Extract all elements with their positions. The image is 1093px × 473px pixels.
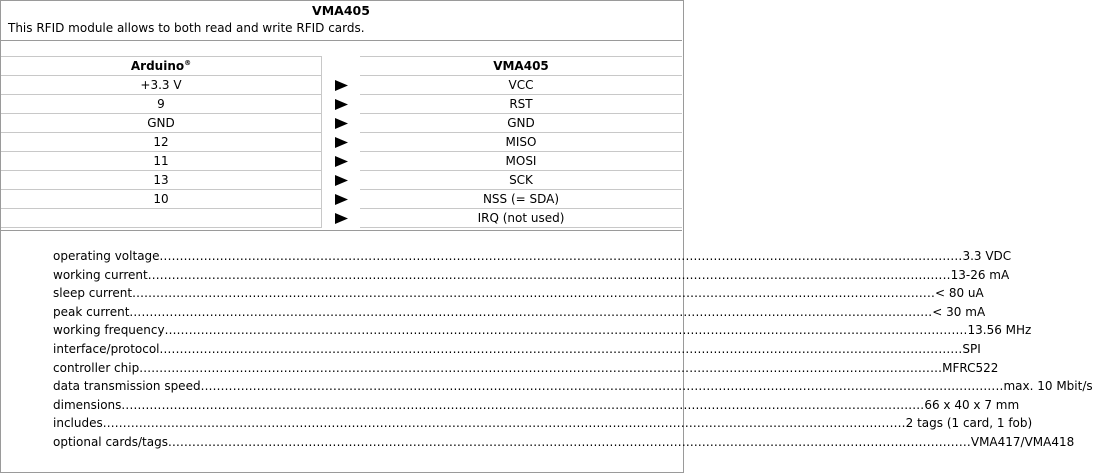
arduino-pin-cell: 12 [1,133,322,152]
arduino-pin-row [1,152,322,171]
arduino-pin-cell: 9 [1,95,322,114]
dot-leader: ........................................................................................................................................................................................................ [164,323,968,338]
dot-leader: ........................................................................................................................................................................................................ [159,249,963,263]
arrow-right-icon [322,113,360,132]
spec-label: working frequency [53,323,165,338]
arduino-pin-row [1,114,322,133]
arduino-header [1,57,322,76]
spec-label: peak current [53,304,130,319]
spec-row [53,249,1012,268]
arrow-right-icon [322,170,360,189]
spec-label: sleep current [53,286,133,301]
arrow-right-icon [322,208,360,227]
arduino-pin-cell: 11 [1,152,322,171]
vma-pin-cell: MISO [360,133,682,152]
vma-pin-row [360,171,682,190]
divider-middle [0,230,682,231]
vma-pin-row [360,114,682,133]
spec-label: data transmission speed [53,379,201,394]
vma-pin-row [360,152,682,171]
arduino-header-row [1,57,322,76]
spec-label: interface/protocol [53,341,160,356]
registered-mark: ® [184,59,192,67]
spec-label: working current [53,267,148,282]
divider-top [0,40,682,41]
arduino-header-label: Arduino [130,59,185,73]
spec-row [53,397,1020,417]
vma-pin-row [360,190,682,209]
spec-row [53,341,981,361]
spec-value: 2 tags (1 card, 1 fob) [905,416,1033,431]
vma-pin-cell: MOSI [360,152,682,171]
vma-pin-cell: RST [360,95,682,114]
spec-value: max. 10 Mbit/s [1003,379,1093,394]
spec-row [53,434,1075,454]
page-title: VMA405 [312,3,370,18]
arrow-right-icon [322,94,360,113]
arduino-pin-table [1,56,322,228]
arrow-right-icon [322,189,360,208]
vma-pin-cell: GND [360,114,682,133]
dot-leader: ........................................................................................................................................................................................................ [102,416,906,431]
spec-row [53,286,984,305]
arduino-pin-cell: 10 [1,190,322,209]
vma-pin-cell: IRQ (not used) [360,209,682,228]
arduino-pin-row [1,76,322,95]
spec-row [53,360,999,380]
arrow-right-icon [322,132,360,151]
spec-value: VMA417/VMA418 [970,434,1075,449]
dot-leader: ........................................................................................................................................................................................................ [139,360,943,375]
dot-leader: ........................................................................................................................................................................................................ [167,434,971,449]
vma-header-row [360,57,682,76]
spec-row [53,379,1093,398]
vma-pin-cell: VCC [360,76,682,95]
arduino-pin-row [1,190,322,209]
arrow-right-icon [322,75,360,94]
arduino-pin-row [1,171,322,190]
arrow-header-spacer [322,56,360,75]
spec-label: optional cards/tags [53,434,168,449]
spec-label: controller chip [53,360,140,375]
vma-pin-row [360,95,682,114]
spec-value: 13-26 mA [950,267,1010,282]
dot-leader: ........................................................................................................................................................................................................ [159,341,963,356]
dot-leader: ........................................................................................................................................................................................................ [121,397,925,412]
vma-pin-row [360,76,682,95]
spec-row [53,416,1033,435]
arduino-pin-cell [1,209,322,228]
arduino-pin-row [1,95,322,114]
spec-label: operating voltage [53,249,160,263]
vma-pin-row [360,209,682,228]
arduino-pin-cell: GND [1,114,322,133]
arduino-pin-row [1,209,322,228]
dot-leader: ........................................................................................................................................................................................................ [129,304,933,319]
dot-leader: ........................................................................................................................................................................................................ [132,286,935,301]
vma-pin-cell: NSS (= SDA) [360,190,682,209]
spec-value: 13.56 MHz [967,323,1032,338]
spec-value: < 80 uA [934,286,984,301]
spec-value: MFRC522 [942,360,999,375]
dot-leader: ........................................................................................................................................................................................................ [200,379,1004,394]
vma-header: VMA405 [360,57,682,76]
arduino-pin-row [1,133,322,152]
spec-value: 3.3 VDC [962,249,1012,263]
vma405-pin-table [360,56,682,228]
spec-label: includes [53,416,103,431]
arrow-column [322,56,360,227]
vma-pin-cell: SCK [360,171,682,190]
vma-pin-row [360,133,682,152]
spec-row [53,323,1032,342]
dot-leader: ........................................................................................................................................................................................................ [147,267,951,282]
spec-label: dimensions [53,397,122,412]
arrow-right-icon [322,151,360,170]
spec-value: SPI [962,341,981,356]
arduino-pin-cell: +3.3 V [1,76,322,95]
intro-text: This RFID module allows to both read and write RFID cards. [8,21,365,35]
spec-row [53,304,986,324]
spec-value: 66 x 40 x 7 mm [924,397,1020,412]
spec-list [53,249,1093,454]
spec-value: < 30 mA [932,304,986,319]
arduino-pin-cell: 13 [1,171,322,190]
spec-row [53,267,1010,287]
